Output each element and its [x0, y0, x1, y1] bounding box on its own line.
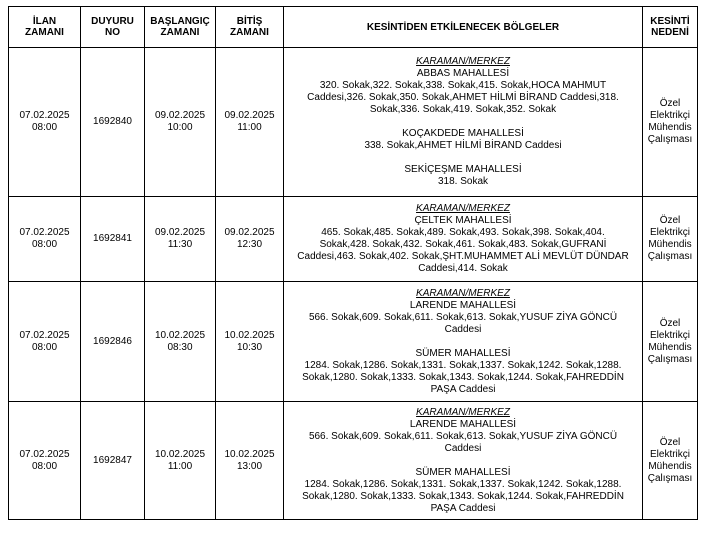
street-list: 1284. Sokak,1286. Sokak,1331. Sokak,1337. Sokak,1242. Sokak,1288.: [304, 478, 622, 490]
street-list: 566. Sokak,609. Sokak,611. Sokak,613. Sokak,YUSUF ZİYA GÖNCÜ: [308, 430, 618, 442]
regions-cell: [284, 197, 643, 282]
reason-cell: Özel Elektrikçi Mühendis Çalışması: [643, 402, 698, 520]
table-row: [9, 282, 698, 402]
street-list: Caddesi: [444, 323, 482, 335]
table-row: [9, 402, 698, 520]
street-list: 465. Sokak,485. Sokak,489. Sokak,493. Sokak,398. Sokak,404.: [321, 227, 605, 238]
neighborhood-name: SÜMER MAHALLESİ: [415, 347, 511, 359]
outage-table: [8, 6, 698, 520]
notice-no-cell: 1692841: [81, 197, 145, 282]
neighborhood-name: SEKİÇEŞME MAHALLESİ: [404, 164, 522, 175]
table-row: [9, 197, 698, 282]
street-list: Caddesi,414. Sokak: [418, 263, 508, 274]
header-start-time: BAŞLANGIÇ ZAMANI: [145, 7, 216, 48]
start-time-cell: 09.02.2025 11:30: [145, 197, 216, 282]
end-time-cell: 09.02.2025 12:30: [216, 197, 284, 282]
street-list: Sokak,1280. Sokak,1333. Sokak,1343. Sokak,1244. Sokak,FAHREDDİN: [302, 490, 624, 502]
neighborhood-name: SÜMER MAHALLESİ: [415, 466, 511, 478]
end-time-cell: 10.02.2025 13:00: [216, 402, 284, 520]
announce-time-cell: 07.02.2025 08:00: [9, 282, 81, 402]
neighborhood-name: ABBAS MAHALLESİ: [416, 68, 510, 79]
regions-cell: [284, 48, 643, 197]
street-list: 566. Sokak,609. Sokak,611. Sokak,613. Sokak,YUSUF ZİYA GÖNCÜ: [308, 311, 618, 323]
neighborhood-name: ÇELTEK MAHALLESİ: [414, 215, 512, 226]
street-list: Caddesi: [444, 442, 482, 454]
region-title: KARAMAN/MERKEZ: [416, 406, 510, 418]
announce-time-cell: 07.02.2025 08:00: [9, 402, 81, 520]
announce-time-cell: 07.02.2025 08:00: [9, 197, 81, 282]
header-regions: KESİNTİDEN ETKİLENECEK BÖLGELER: [284, 7, 643, 48]
header-row: [9, 7, 698, 48]
street-list: Caddesi,463. Sokak,402. Sokak,ŞHT.MUHAMMET ALİ MEVLÜT DÜNDAR: [297, 251, 629, 262]
table-row: [9, 48, 698, 197]
region-title: KARAMAN/MERKEZ: [416, 287, 510, 299]
region-title: KARAMAN/MERKEZ: [416, 203, 510, 214]
notice-no-cell: 1692846: [81, 282, 145, 402]
reason-cell: Özel Elektrikçi Mühendis Çalışması: [643, 48, 698, 197]
street-list: 1284. Sokak,1286. Sokak,1331. Sokak,1337. Sokak,1242. Sokak,1288.: [304, 359, 622, 371]
start-time-cell: 09.02.2025 10:00: [145, 48, 216, 197]
street-list: PAŞA Caddesi: [430, 502, 496, 514]
reason-cell: Özel Elektrikçi Mühendis Çalışması: [643, 282, 698, 402]
street-list: 338. Sokak,AHMET HİLMİ BİRAND Caddesi: [364, 140, 562, 151]
header-announce-time: İLAN ZAMANI: [9, 7, 81, 48]
region-title: KARAMAN/MERKEZ: [416, 56, 510, 67]
street-list: 320. Sokak,322. Sokak,338. Sokak,415. Sokak,HOCA MAHMUT: [319, 80, 607, 91]
street-list: PAŞA Caddesi: [430, 383, 496, 395]
start-time-cell: 10.02.2025 08:30: [145, 282, 216, 402]
neighborhood-name: KOÇAKDEDE MAHALLESİ: [402, 128, 524, 139]
regions-cell: [284, 282, 643, 402]
announce-time-cell: 07.02.2025 08:00: [9, 48, 81, 197]
street-list: Sokak,428. Sokak,432. Sokak,461. Sokak,483. Sokak,GUFRANİ: [319, 239, 607, 250]
notice-no-cell: 1692847: [81, 402, 145, 520]
header-reason: KESİNTİ NEDENİ: [643, 7, 698, 48]
neighborhood-name: LARENDE MAHALLESİ: [409, 418, 517, 430]
start-time-cell: 10.02.2025 11:00: [145, 402, 216, 520]
header-notice-no: DUYURU NO: [81, 7, 145, 48]
regions-cell: [284, 402, 643, 520]
notice-no-cell: 1692840: [81, 48, 145, 197]
street-list: Sokak,1280. Sokak,1333. Sokak,1343. Sokak,1244. Sokak,FAHREDDİN: [302, 371, 624, 383]
reason-cell: Özel Elektrikçi Mühendis Çalışması: [643, 197, 698, 282]
street-list: Sokak,336. Sokak,419. Sokak,352. Sokak: [369, 104, 557, 115]
header-end-time: BİTİŞ ZAMANI: [216, 7, 284, 48]
street-list: 318. Sokak: [437, 176, 489, 187]
end-time-cell: 10.02.2025 10:30: [216, 282, 284, 402]
street-list: Caddesi,326. Sokak,350. Sokak,AHMET HİLMİ BİRAND Caddesi,318.: [307, 92, 619, 103]
end-time-cell: 09.02.2025 11:00: [216, 48, 284, 197]
neighborhood-name: LARENDE MAHALLESİ: [409, 299, 517, 311]
